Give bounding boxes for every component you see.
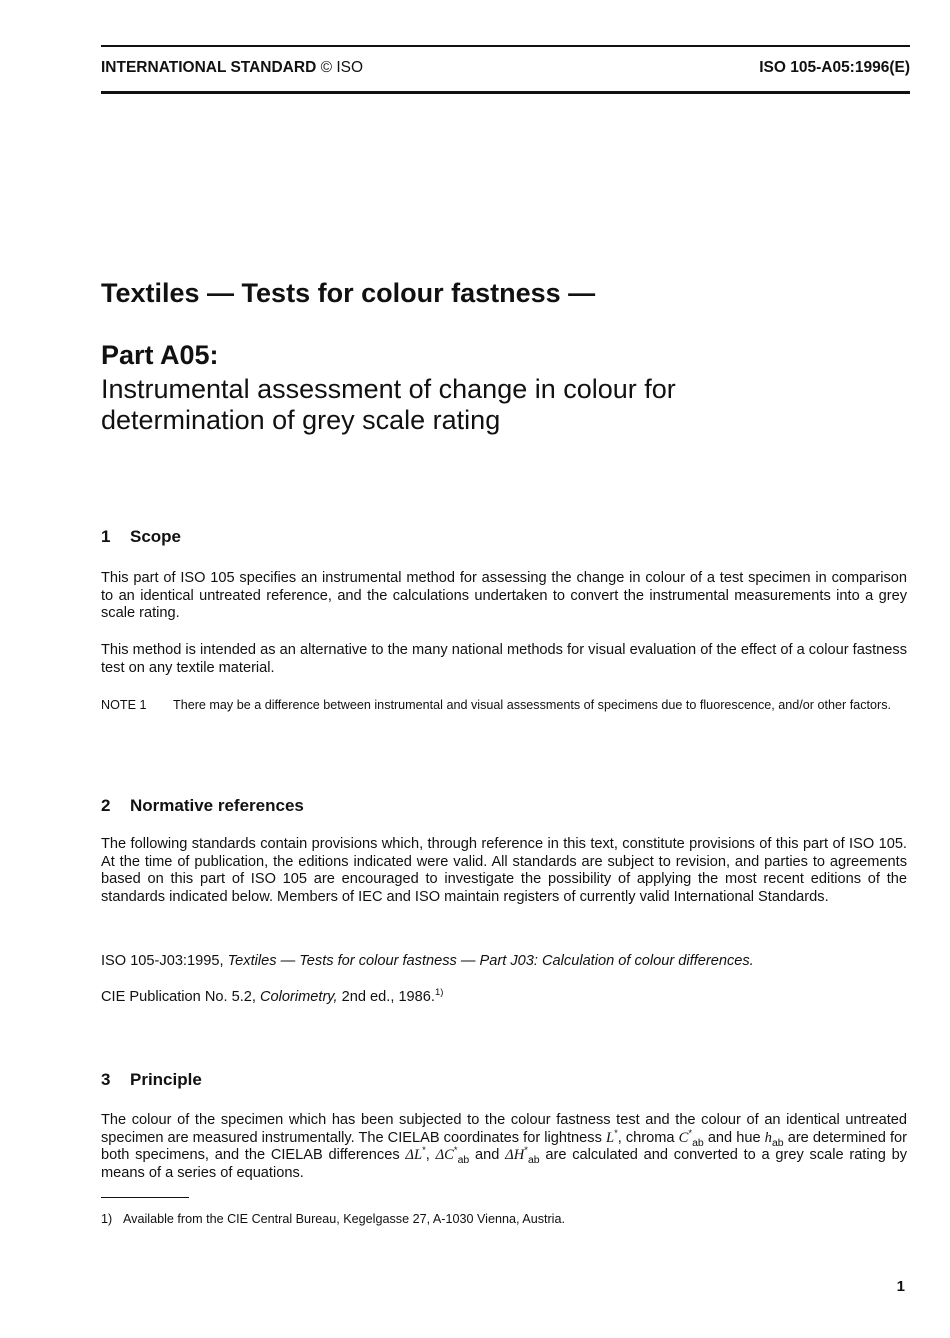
symbol-lightness: L [605,1129,615,1146]
header-bottom-rule [101,91,910,94]
footnote-marker: 1) [434,987,444,999]
section-title: Normative references [130,796,304,815]
reference-code: CIE Publication No. 5.2, [101,989,256,1005]
footnote-rule [101,1197,189,1198]
document-part: Part A05: [101,340,219,370]
principle-paragraph: The colour of the specimen which has been subjected to the colour fastness test and the colour of an identical untreated specimen are measured instrumentally. The CIELAB coordinates for lightness L*, chroma $C^*_{ab}$ and hue $h_{ab}$ are determined for both specimens, and the CIELAB differences ΔL*, $\Delta C^*_{ab}$ and $\Delta H^*_{ab}$ are calculated and converted to a grey scale rating by means of a series of equations. [101,1112,907,1181]
principle-text: are calculated and converted to a grey scale rating by means of a series of equations. [101,1147,907,1181]
section-number: 3 [101,1070,111,1089]
section-title: Principle [130,1070,202,1089]
principle-text: , [425,1147,436,1164]
section-number: 1 [101,527,111,546]
scope-paragraph-2: This method is intended as an alternative to the many national methods for visual evaluation of the effect of a colour fastness test on any textile material. [101,642,907,676]
scope-paragraph-1: This part of ISO 105 specifies an instrumental method for assessing the change in colour of a test specimen in comparison to an identical untreated reference, and the calculations undertaken to convert the instrumental measurements into a grey scale rating. [101,570,907,622]
principle-text: , chroma [617,1129,679,1146]
symbol-delta-chroma: ΔC [435,1147,454,1164]
reference-title: Colorimetry, [260,989,338,1005]
symbol-hue: h [764,1129,772,1146]
page-number: 1 [896,1278,905,1295]
subtitle-line-1: Instrumental assessment of change in colour for [101,374,676,404]
subtitle-line-2: determination of grey scale rating [101,405,501,435]
principle-text: are determined for both specimens, and the CIELAB differences [101,1129,907,1164]
symbol-delta-lightness: ΔL [405,1147,423,1164]
symbol-chroma: C [678,1129,689,1146]
references-paragraph: The following standards contain provisions which, through reference in this text, constitute provisions of this part of ISO 105. At the time of publication, the editions indicated were valid. All standards are subject to revision, and parties to agreements based on this part of ISO 105 are encouraged to investigate the possibility of applying the most recent editions of the standards indicated below. Members of IEC and ISO maintain registers of currently valid International Standards. [101,836,907,905]
note-label: NOTE 1 [101,698,147,712]
document-title: Textiles — Tests for colour fastness — [101,278,596,308]
principle-text: and [469,1147,506,1164]
document-subtitle [101,374,821,436]
reference-cie-publication [101,989,907,1007]
header-top-rule [101,45,910,47]
principle-text: The colour of the specimen which has been subjected to the colour fastness test and the colour of an identical untreated specimen are measured instrumentally. The CIELAB coordinates for lightness [101,1112,907,1146]
note-text: There may be a difference between instrumental and visual assessments of specimens due to fluorescence, and/or other factors. [173,698,891,712]
scope-note [101,697,907,713]
section-title: Scope [130,527,182,546]
footnote-label: 1) [101,1212,113,1226]
header-standard-label [101,59,363,77]
header-standard-type: INTERNATIONAL STANDARD [101,59,317,76]
header-document-number: ISO 105-A05:1996(E) [759,59,910,76]
section-heading-scope [101,527,181,547]
footnote [101,1212,565,1226]
reference-iso-105-j03 [101,953,907,971]
section-heading-normative-references [101,796,304,816]
reference-title: Textiles — Tests for colour fastness — Part J03: Calculation of colour differences. [227,953,754,969]
section-heading-principle [101,1070,202,1090]
header-copyright: © ISO [320,59,364,76]
reference-code: ISO 105-J03:1995, [101,953,224,969]
principle-text: and hue [703,1129,765,1146]
symbol-delta-hue: ΔH [505,1147,525,1164]
reference-edition: 2nd ed., 1986. [341,989,435,1005]
footnote-text: Available from the CIE Central Bureau, Kegelgasse 27, A-1030 Vienna, Austria. [123,1212,565,1226]
section-number: 2 [101,796,111,815]
